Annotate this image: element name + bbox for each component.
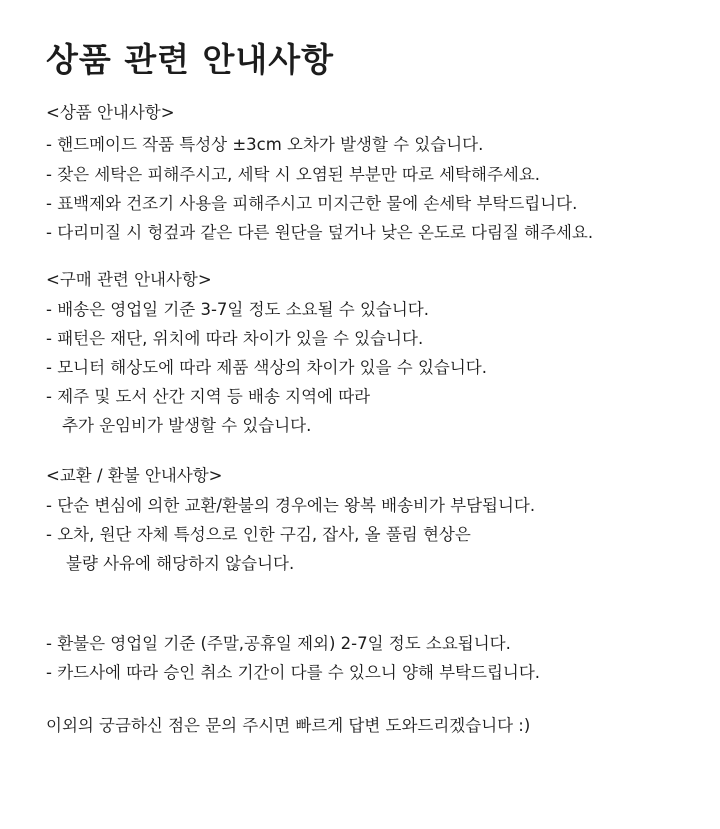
refund-notice-line: - 카드사에 따라 승인 취소 기간이 다를 수 있으니 양해 부탁드립니다. xyxy=(46,663,541,682)
closing-message: 이외의 궁금하신 점은 문의 주시면 빠르게 답변 도와드리겠습니다 :) xyxy=(46,716,531,735)
purchase-notice-line: - 패턴은 재단, 위치에 따라 차이가 있을 수 있습니다. xyxy=(46,329,424,348)
purchase-notice-line: - 모니터 해상도에 따라 제품 색상의 차이가 있을 수 있습니다. xyxy=(46,358,487,377)
exchange-notice-line-continuation: 불량 사유에 해당하지 않습니다. xyxy=(66,554,295,573)
product-notice-line: - 표백제와 건조기 사용을 피해주시고 미지근한 물에 손세탁 부탁드립니다. xyxy=(46,194,578,213)
section-heading-exchange: <교환 / 환불 안내사항> xyxy=(46,466,223,485)
purchase-notice-line: - 제주 및 도서 산간 지역 등 배송 지역에 따라 xyxy=(46,387,371,406)
exchange-notice-line: - 오차, 원단 자체 특성으로 인한 구김, 잡사, 올 풀림 현상은 xyxy=(46,525,471,544)
purchase-notice-line: - 배송은 영업일 기준 3-7일 정도 소요될 수 있습니다. xyxy=(46,300,429,319)
refund-notice-line: - 환불은 영업일 기준 (주말,공휴일 제외) 2-7일 정도 소요됩니다. xyxy=(46,634,511,653)
page-title: 상품 관련 안내사항 xyxy=(46,40,335,79)
product-notice-line: - 핸드메이드 작품 특성상 ±3cm 오차가 발생할 수 있습니다. xyxy=(46,135,484,154)
purchase-notice-line-continuation: 추가 운임비가 발생할 수 있습니다. xyxy=(62,416,312,435)
section-heading-product: <상품 안내사항> xyxy=(46,103,175,122)
product-notice-line: - 잦은 세탁은 피해주시고, 세탁 시 오염된 부분만 따로 세탁해주세요. xyxy=(46,165,541,184)
section-heading-purchase: <구매 관련 안내사항> xyxy=(46,270,212,289)
product-notice-line: - 다리미질 시 헝겊과 같은 다른 원단을 덮거나 낮은 온도로 다림질 해주세요. xyxy=(46,223,594,242)
exchange-notice-line: - 단순 변심에 의한 교환/환불의 경우에는 왕복 배송비가 부담됩니다. xyxy=(46,496,536,515)
